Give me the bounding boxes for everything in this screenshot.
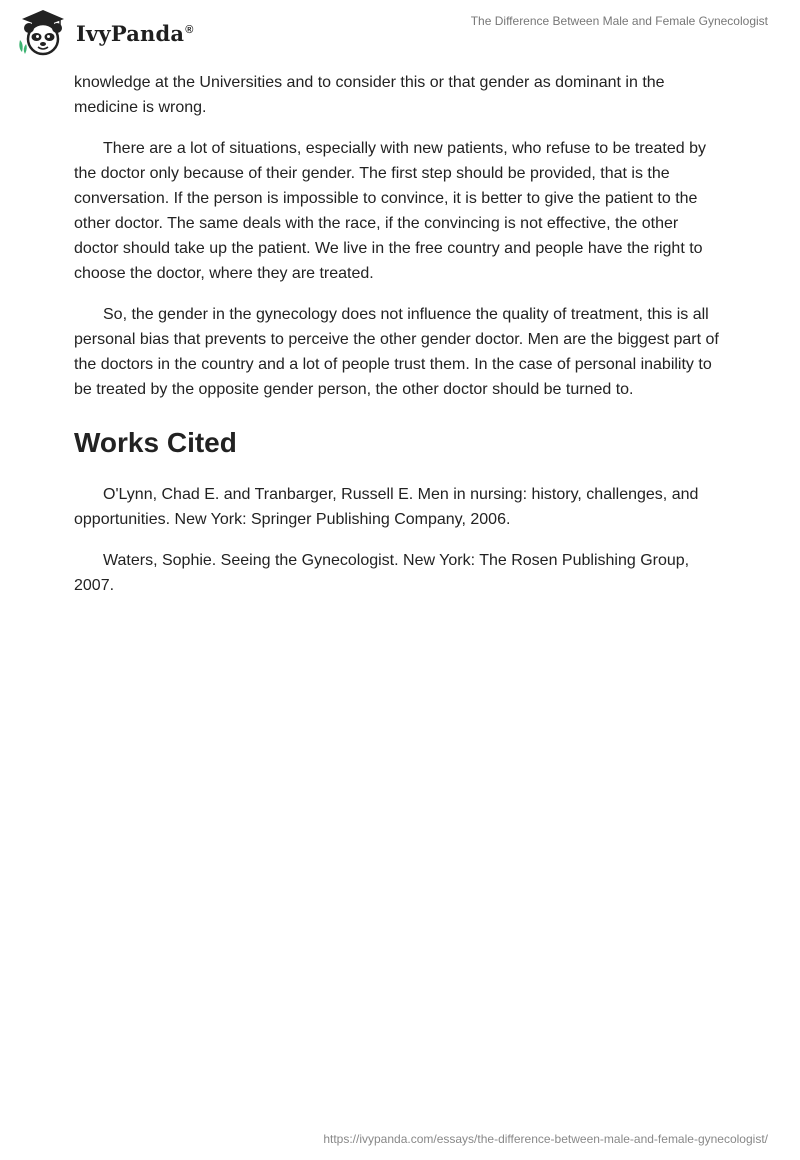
page-header [0,0,800,64]
document-title: The Difference Between Male and Female Gynecologist [470,14,768,28]
source-url-link[interactable]: https://ivypanda.com/essays/the-difference-between-male-and-female-gynecologist/ [323,1132,768,1146]
paragraph: So, the gender in the gynecology does not influence the quality of treatment, this is all personal bias that prevents to perceive the other gender doctor. Men are the biggest part of the doctors in the country and a lot of people trust them. In the case of personal inability to be treated by the opposite gender person, the other doctor should be turned to. [74,306,719,398]
brand-name: IvyPanda® [76,20,194,46]
paragraph: knowledge at the Universities and to consider this or that gender as dominant in the medicine is wrong. [74,74,665,116]
registered-mark: ® [185,23,194,36]
ivypanda-logo[interactable] [16,8,194,58]
panda-graduate-icon [16,8,70,58]
citation: O'Lynn, Chad E. and Tranbarger, Russell E. Men in nursing: history, challenges, and opportunities. New York: Springer Publishing Company, 2006. [74,486,699,528]
citation: Waters, Sophie. Seeing the Gynecologist. New York: The Rosen Publishing Group, 2007. [74,552,690,594]
works-cited-heading: Works Cited [74,427,237,458]
essay-content [74,70,726,614]
paragraph: There are a lot of situations, especially with new patients, who refuse to be treated by the doctor only because of their gender. The first step should be provided, that is the conversation. If the person is impossible to convince, it is better to give the patient to the other doctor. The same deals with the race, if the convincing is not effective, the other doctor should take up the patient. We live in the free country and people have the right to choose the doctor, where they are treated. [74,140,706,282]
